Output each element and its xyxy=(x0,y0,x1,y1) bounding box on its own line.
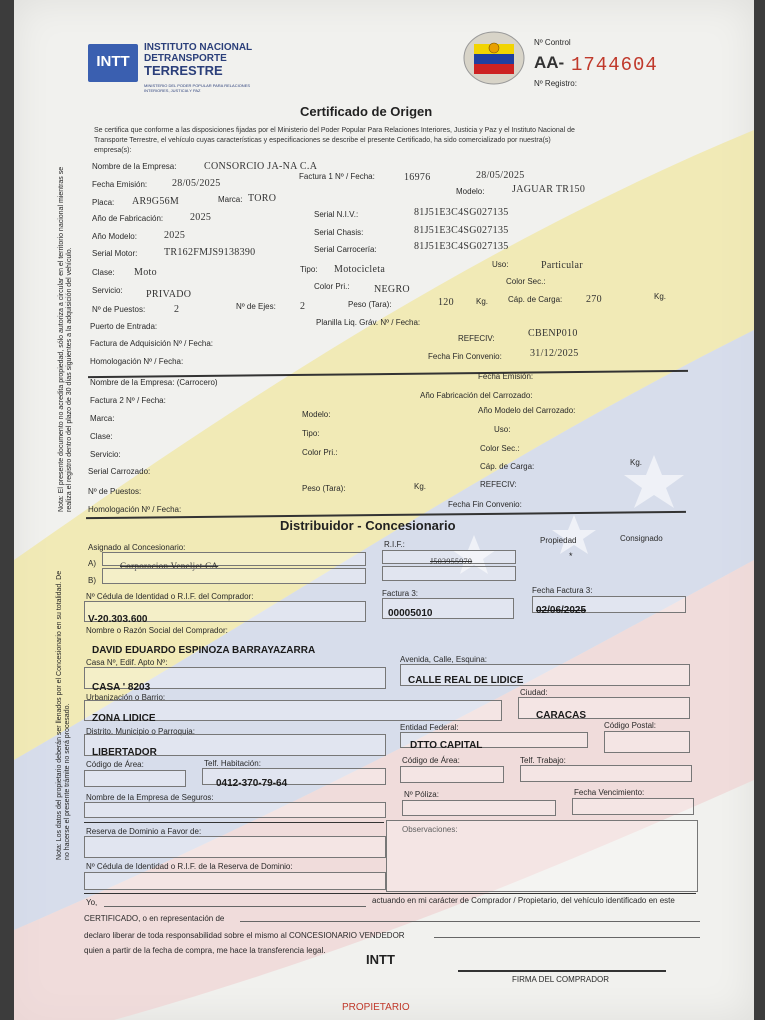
serial-carroceria-label: Serial Carrocería: xyxy=(314,245,377,254)
control-number: 1744604 xyxy=(571,54,658,76)
cedula-reserva-label: Nº Cédula de Identidad o R.I.F. de la Reserva de Dominio: xyxy=(86,862,293,871)
tel-trab-label: Telf. Trabajo: xyxy=(520,756,566,765)
side-note-1-text: Nota: El presente documento no acredita propiedad, sólo autoriza a circular en el territorio nacional mientras se realiza el registro dentro del plazo de 30 días siguientes a la adquisición del vehículo. xyxy=(58,166,73,512)
actuando-text: actuando en mi carácter de Comprador / Propietario, del vehículo identificado en este xyxy=(372,896,675,905)
carrocero-carga-label: Cáp. de Carga: xyxy=(480,462,535,471)
quien-text: quien a partir de la fecha de compra, me hace la transferencia legal. xyxy=(84,946,326,955)
ciudad-value: CARACAS xyxy=(536,710,586,721)
carrocero-carga-kg: Kg. xyxy=(630,458,643,467)
servicio-value: PRIVADO xyxy=(146,289,192,300)
postal-label: Código Postal: xyxy=(604,721,657,730)
peso-kg: Kg. xyxy=(476,297,489,306)
serial-chasis-label: Serial Chasis: xyxy=(314,228,364,237)
certificado-text: CERTIFICADO, o en representación de xyxy=(84,914,225,923)
carrocero-ano-fab-label: Año Fabricación del Carrozado: xyxy=(420,391,533,400)
servicio-label: Servicio: xyxy=(92,286,123,295)
observaciones-field[interactable] xyxy=(386,820,698,892)
yo-label: Yo, xyxy=(86,898,98,907)
poliza-field[interactable] xyxy=(402,800,556,816)
ciudad-label: Ciudad: xyxy=(520,688,548,697)
carrocero-servicio-label: Servicio: xyxy=(90,450,121,459)
intt-footer-mark: INTT xyxy=(366,952,395,967)
puestos-label: Nº de Puestos: xyxy=(92,305,146,314)
carrocero-factura-label: Factura 2 Nº / Fecha: xyxy=(90,396,166,405)
carrocero-ano-modelo-label: Año Modelo del Carrozado: xyxy=(478,406,576,415)
placa-value: AR9G56M xyxy=(132,196,180,207)
clase-label: Clase: xyxy=(92,268,115,277)
tel-hab-value: 0412-370-79-64 xyxy=(216,778,288,789)
serial-chasis-value: 81J51E3C4SG027135 xyxy=(414,225,509,236)
carga-kg: Kg. xyxy=(654,292,667,301)
rif-a-value: J503955970 xyxy=(430,557,473,566)
fin-convenio-value: 31/12/2025 xyxy=(530,348,579,359)
color-pri-value: NEGRO xyxy=(374,284,410,295)
carrocero-uso-label: Uso: xyxy=(494,425,511,434)
carga-value: 270 xyxy=(586,294,602,305)
peso-label: Peso (Tara): xyxy=(348,300,392,309)
emision-label: Fecha Emisión: xyxy=(92,180,148,189)
uso-value: Particular xyxy=(541,260,583,271)
institute-line-1: INSTITUTO NACIONAL xyxy=(144,42,253,53)
cedula-reserva-field[interactable] xyxy=(84,872,386,890)
avenida-value: CALLE REAL DE LIDICE xyxy=(408,675,524,686)
serial-motor-label: Serial Motor: xyxy=(92,249,138,258)
placa-label: Placa: xyxy=(92,198,115,207)
poliza-label: Nº Póliza: xyxy=(404,790,439,799)
carrocero-color-sec-label: Color Sec.: xyxy=(480,444,520,453)
casa-value: CASA ' 8203 xyxy=(92,682,151,693)
cod-area2-field[interactable] xyxy=(400,766,504,783)
carrocero-empresa-label: Nombre de la Empresa: (Carrocero) xyxy=(90,378,218,387)
modelo-value: JAGUAR TR150 xyxy=(512,184,586,195)
nombre-value: DAVID EDUARDO ESPINOZA BARRAYAZARRA xyxy=(92,645,316,656)
row-b-label: B) xyxy=(88,576,96,585)
reserva-field[interactable] xyxy=(84,836,386,858)
color-pri-label: Color Pri.: xyxy=(314,282,350,291)
puestos-value: 2 xyxy=(174,304,180,315)
ano-fab-label: Año de Fabricación: xyxy=(92,214,164,223)
ano-modelo-value: 2025 xyxy=(164,230,186,241)
certificate-document xyxy=(14,0,754,1020)
adquisicion-label: Factura de Adquisición Nº / Fecha: xyxy=(90,339,213,348)
ano-fab-value: 2025 xyxy=(190,212,212,223)
distrito-label: Distrito, Municipio o Parroquia: xyxy=(86,727,195,736)
side-note-1 xyxy=(58,152,74,512)
urbanizacion-label: Urbanización o Barrio: xyxy=(86,693,166,702)
propiedad-mark: * xyxy=(569,551,573,561)
carrocero-fin-convenio-label: Fecha Fin Convenio: xyxy=(448,500,522,509)
peso-value: 120 xyxy=(438,297,454,308)
intt-logo: INTT xyxy=(88,44,138,82)
vencimiento-field[interactable] xyxy=(572,798,694,815)
refeciv-label: REFECIV: xyxy=(458,334,495,343)
carrocero-refeciv-label: REFECIV: xyxy=(480,480,517,489)
side-note-2 xyxy=(56,560,72,860)
carrocero-emision-label: Fecha Emisión: xyxy=(478,372,534,381)
document-title: Certificado de Origen xyxy=(300,104,433,119)
firma-line[interactable] xyxy=(458,970,666,972)
carrocero-peso-kg: Kg. xyxy=(414,482,427,491)
factura3-label: Factura 3: xyxy=(382,589,419,598)
fecha-factura3-value: 02/06/2025 xyxy=(536,605,587,616)
asignado-label: Asignado al Concesionario: xyxy=(88,543,186,552)
puerto-label: Puerto de Entrada: xyxy=(90,322,158,331)
concesionario-line[interactable] xyxy=(434,937,700,938)
carrocero-clase-label: Clase: xyxy=(90,432,113,441)
registro-label: Nº Registro: xyxy=(534,79,577,88)
color-sec-label: Color Sec.: xyxy=(506,277,546,286)
cedula-label: Nº Cédula de Identidad o R.I.F. del Comprador: xyxy=(86,592,254,601)
intro-line: empresa(s): xyxy=(94,147,132,154)
empresa-label: Nombre de la Empresa: xyxy=(92,162,177,171)
propietario-label: PROPIETARIO xyxy=(342,1002,410,1013)
serial-niv-label: Serial N.I.V.: xyxy=(314,210,359,219)
firma-label: FIRMA DEL COMPRADOR xyxy=(512,975,610,984)
carrocero-color-pri-label: Color Pri.: xyxy=(302,448,338,457)
carrocero-serial-label: Serial Carrozado: xyxy=(88,467,151,476)
cod-area-label: Código de Área: xyxy=(86,760,144,769)
yo-line[interactable] xyxy=(104,906,366,907)
institute-line-3: TERRESTRE xyxy=(144,63,223,78)
factura1-number: 16976 xyxy=(404,172,431,183)
ejes-label: Nº de Ejes: xyxy=(236,302,276,311)
serial-carroceria-value: 81J51E3C4SG027135 xyxy=(414,241,509,252)
avenida-label: Avenida, Calle, Esquina: xyxy=(400,655,488,664)
ejes-value: 2 xyxy=(300,301,306,312)
institute-name xyxy=(144,42,252,77)
carrocero-peso-label: Peso (Tara): xyxy=(302,484,346,493)
emision-value: 28/05/2025 xyxy=(172,178,221,189)
footer-divider xyxy=(84,893,696,894)
entidad-value: DTTO CAPITAL xyxy=(410,740,483,751)
carrocero-puestos-label: Nº de Puestos: xyxy=(88,487,142,496)
factura1-date: 28/05/2025 xyxy=(476,170,525,181)
carrocero-modelo-label: Modelo: xyxy=(302,410,331,419)
fecha-factura3-label: Fecha Factura 3: xyxy=(532,586,593,595)
row-a-label: A) xyxy=(88,559,96,568)
carrocero-marca-label: Marca: xyxy=(90,414,115,423)
ano-modelo-label: Año Modelo: xyxy=(92,232,137,241)
tipo-label: Tipo: xyxy=(300,265,318,274)
observaciones-label: Observaciones: xyxy=(402,825,458,834)
entidad-label: Entidad Federal: xyxy=(400,723,459,732)
tel-trab-field[interactable] xyxy=(520,765,692,782)
side-note-2-text: Nota: Los datos del propietario deberán ser llenados por el Concesionario en su totalidad. De no hacerse el presente trámite no será procesado. xyxy=(56,570,71,860)
rif-b-field[interactable] xyxy=(382,566,516,581)
fin-convenio-label: Fecha Fin Convenio: xyxy=(428,352,502,361)
intro-line: Se certifica que conforme a las disposiciones fijadas por el Ministerio del Poder Popular Para Relaciones Interiores, Justicia y Paz y el Instituto Nacional de xyxy=(94,127,575,134)
venezuela-seal-icon xyxy=(462,30,526,86)
rif-label: R.I.F.: xyxy=(384,540,405,549)
urbanizacion-value: ZONA LIDICE xyxy=(92,713,156,724)
vencimiento-label: Fecha Vencimiento: xyxy=(574,788,645,797)
cod-area2-label: Código de Área: xyxy=(402,756,460,765)
factura1-label: Factura 1 Nº / Fecha: xyxy=(299,172,375,181)
nombre-label: Nombre o Razón Social del Comprador: xyxy=(86,626,228,635)
marca-label: Marca: xyxy=(218,195,243,204)
cod-area-field[interactable] xyxy=(84,770,186,787)
tipo-value: Motocicleta xyxy=(334,264,386,275)
concesionario-b-field[interactable] xyxy=(102,568,366,584)
declaro-text: declaro liberar de toda responsabilidad sobre el mismo al CONCESIONARIO VENDEDOR xyxy=(84,931,405,940)
consignado-label: Consignado xyxy=(620,534,663,543)
empresa-value: CONSORCIO JA-NA C.A xyxy=(204,161,318,172)
institute-line-2: DETRANSPORTE xyxy=(144,53,227,64)
control-prefix: AA- xyxy=(534,53,565,72)
marca-value: TORO xyxy=(248,193,277,204)
casa-label: Casa Nº, Edif. Apto Nº: xyxy=(86,658,168,667)
reserva-label: Reserva de Dominio a Favor de: xyxy=(86,827,202,836)
serial-niv-value: 81J51E3C4SG027135 xyxy=(414,207,509,218)
homologacion-label: Homologación Nº / Fecha: xyxy=(90,357,184,366)
cedula-value: V-20.303.600 xyxy=(88,614,148,625)
reserva-divider xyxy=(84,822,384,823)
factura3-value: 00005010 xyxy=(388,608,433,619)
carrocero-tipo-label: Tipo: xyxy=(302,429,320,438)
propiedad-label: Propiedad xyxy=(540,536,577,545)
seguros-label: Nombre de la Empresa de Seguros: xyxy=(86,793,214,802)
modelo-label: Modelo: xyxy=(456,187,485,196)
uso-label: Uso: xyxy=(492,260,509,269)
postal-field[interactable] xyxy=(604,731,690,753)
carga-label: Cáp. de Carga: xyxy=(508,295,563,304)
planilla-label: Planilla Liq. Gráv. Nº / Fecha: xyxy=(316,318,421,327)
serial-motor-value: TR162FMJS9138390 xyxy=(164,247,256,258)
carrocero-homologacion-label: Homologación Nº / Fecha: xyxy=(88,505,182,514)
tel-hab-label: Telf. Habitación: xyxy=(204,759,261,768)
refeciv-value: CBENP010 xyxy=(528,328,578,339)
control-label: Nº Control xyxy=(534,38,571,47)
concesionario-a-value: Corporacion Veneljet CA xyxy=(120,561,219,571)
ministry-subtitle: MINISTERIO DEL PODER POPULAR PARA RELACIONES INTERIORES, JUSTICIA Y PAZ xyxy=(144,83,251,93)
representacion-line[interactable] xyxy=(240,921,700,922)
distrito-value: LIBERTADOR xyxy=(92,747,157,758)
intro-text xyxy=(94,126,575,156)
seguros-field[interactable] xyxy=(84,802,386,818)
intro-line: Transporte Terrestre, el vehículo cuyas características y especificaciones se describe el presente Certificado, ha sido comercializado por nuestra(s) xyxy=(94,137,551,144)
distribuidor-title: Distribuidor - Concesionario xyxy=(280,518,456,533)
clase-value: Moto xyxy=(134,267,157,278)
